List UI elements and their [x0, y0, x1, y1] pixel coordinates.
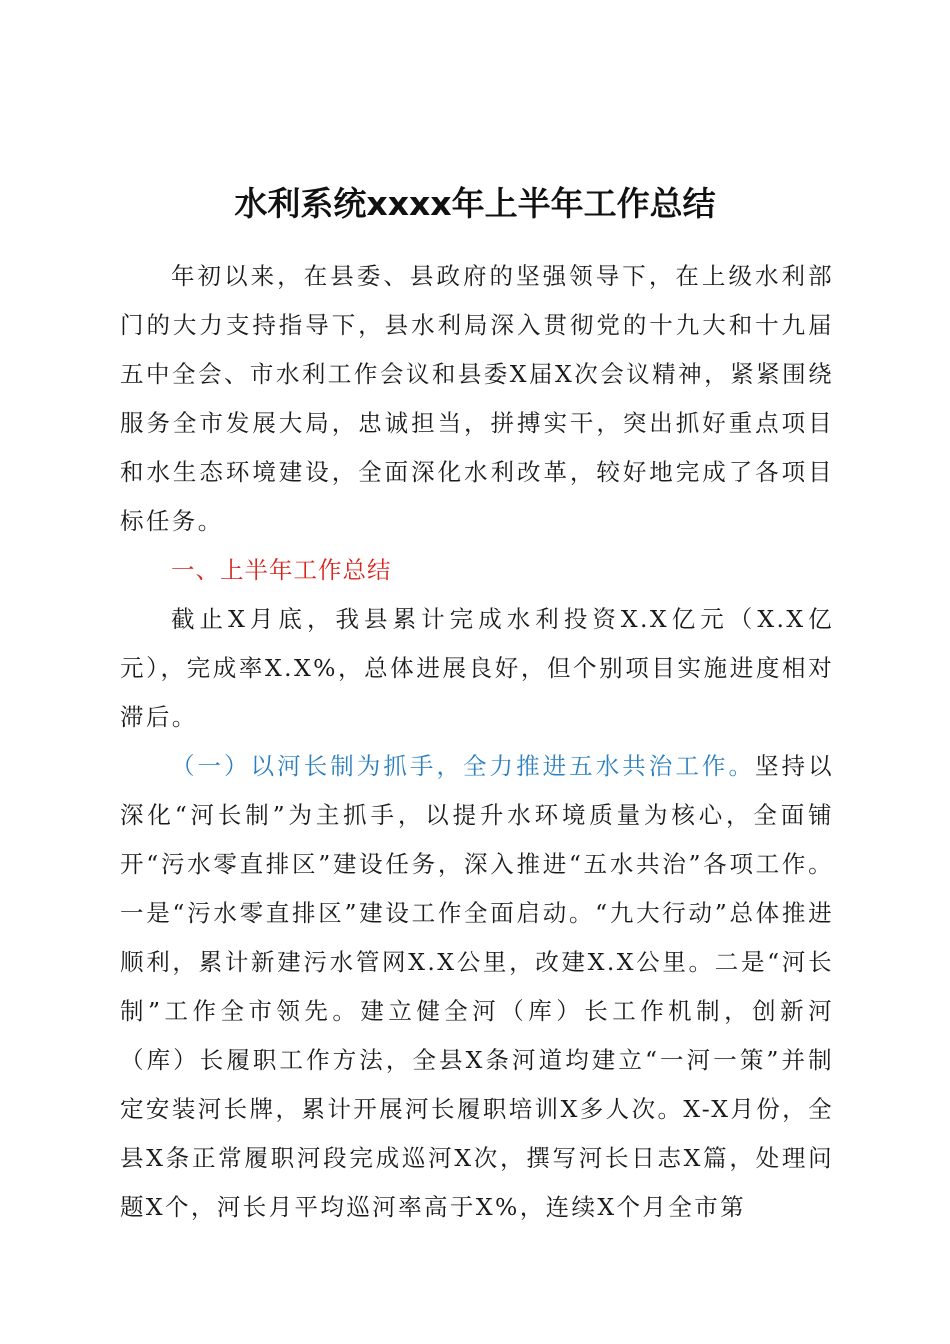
subsection-heading: （一）以河长制为抓手，全力推进五水共治工作。 — [171, 752, 755, 780]
section-heading: 一、上半年工作总结 — [171, 556, 392, 584]
intro-paragraph: 年初以来，在县委、县政府的坚强领导下，在上级水利部门的大力支持指导下，县水利局深入贯彻党的十九大和十九届五中全会、市水利工作会议和县委X届X次会议精神，紧紧围绕服务全市发展大局，忠诚担当，拼搏实干，突出抓好重点项目和水生态环境建设，全面深化水利改革，较好地完成了各项目标任务。 — [120, 262, 834, 535]
river-chief-paragraph — [120, 742, 834, 1232]
document-body — [120, 252, 834, 1232]
investment-summary-paragraph: 截止X月底，我县累计完成水利投资X.X亿元（X.X亿元），完成率X.X%，总体进展良好，但个别项目实施进度相对滞后。 — [120, 605, 834, 731]
document-title: 水利系统xxxx年上半年工作总结 — [234, 184, 716, 223]
subsection-text: 坚持以深化“河长制”为主抓手，以提升水环境质量为核心，全面铺开“污水零直排区”建设任务，深入推进“五水共治”各项工作。一是“污水零直排区”建设工作全面启动。“九大行动”总体推进顺利，累计新建污水管网X.X公里，改建X.X公里。二是“河长制”工作全市领先。建立健全河（库）长工作机制，创新河（库）长履职工作方法，全县X条河道均建立“一河一策”并制定安装河长牌，累计开展河长履职培训X多人次。X-X月份，全县X条正常履职河段完成巡河X次，撰写河长日志X篇，处理问题X个，河长月平均巡河率高于X%，连续X个月全市第 — [120, 752, 834, 1221]
